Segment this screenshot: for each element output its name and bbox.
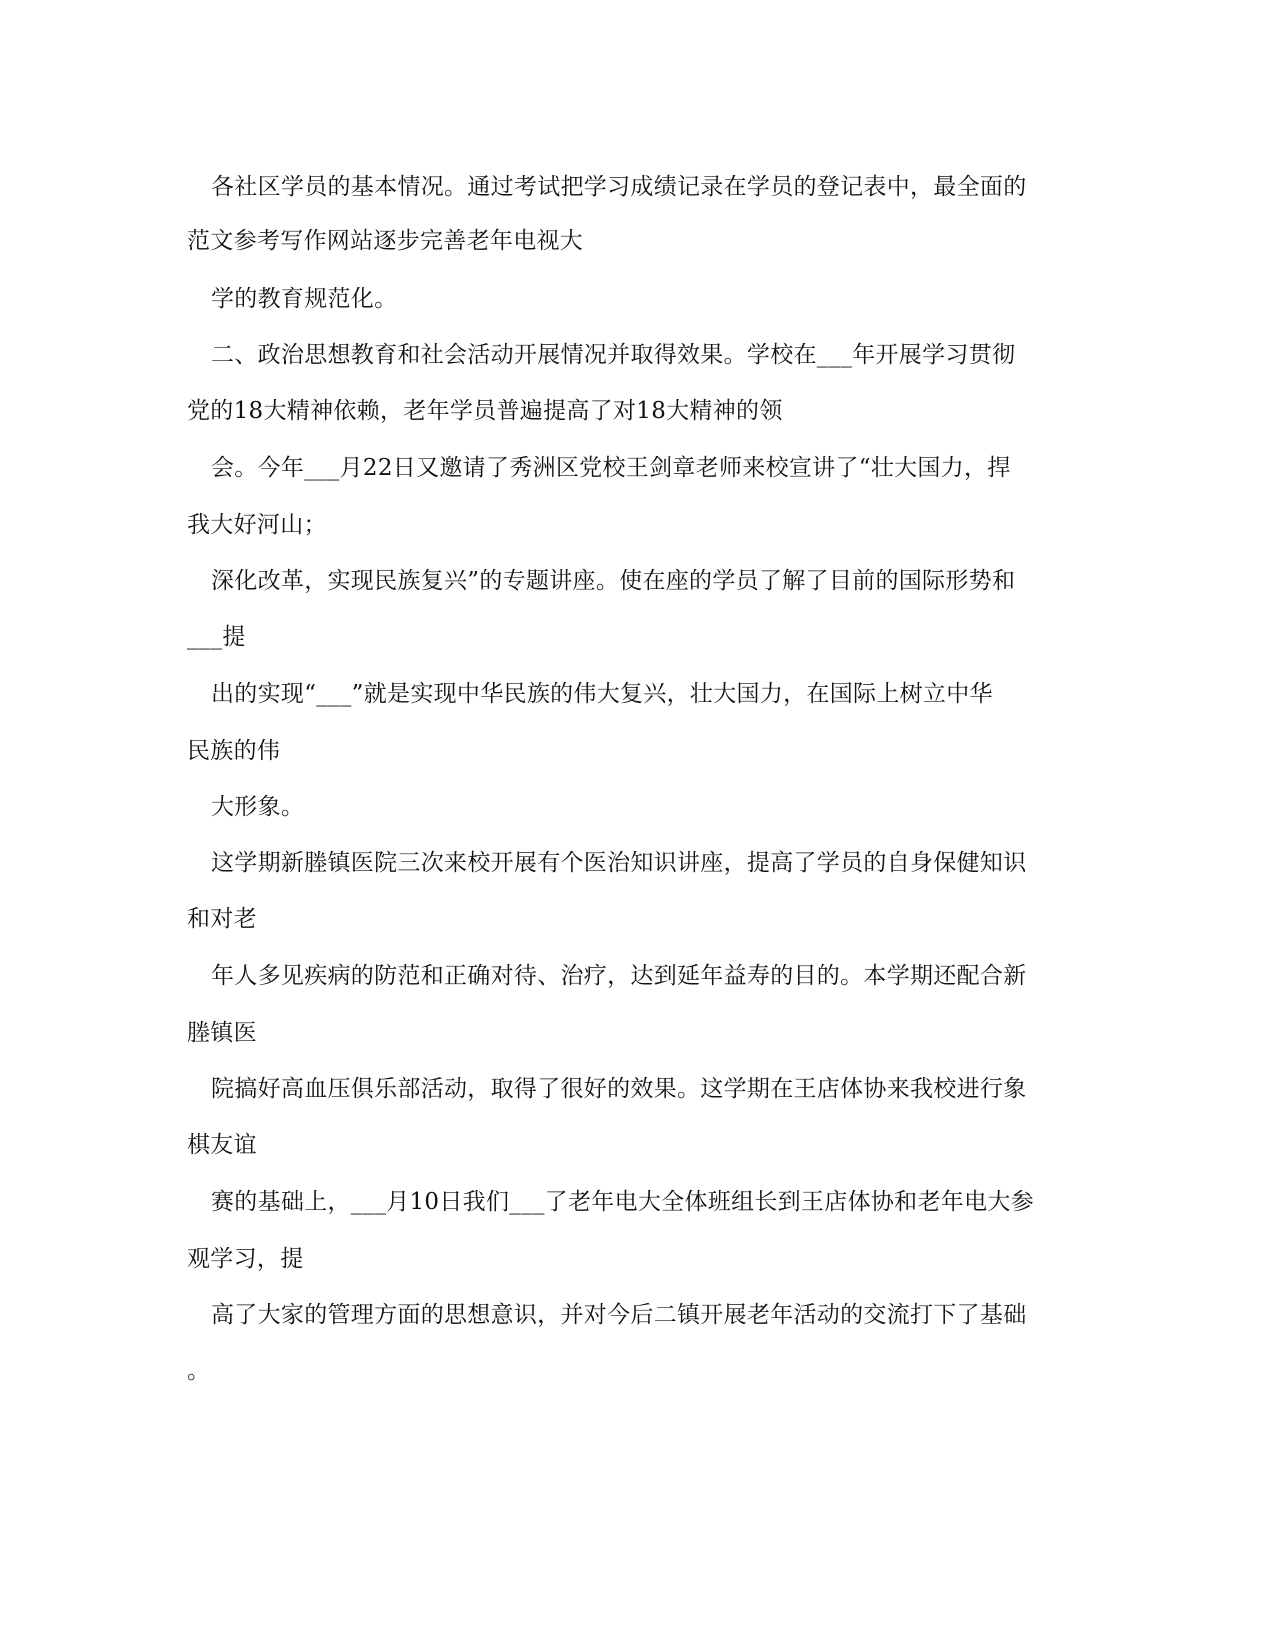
text-line: 塍镇医 — [187, 1020, 257, 1046]
text-line: 会。今年___月22日又邀请了秀洲区党校王剑章老师来校宣讲了“壮大国力，捍 — [211, 455, 1011, 481]
text-line: 二、政治思想教育和社会活动开展情况并取得效果。学校在___年开展学习贯彻 — [211, 342, 1016, 368]
text-line: 这学期新塍镇医院三次来校开展有个医治知识讲座，提高了学员的自身保健知识 — [211, 850, 1027, 876]
text-line: 高了大家的管理方面的思想意识，并对今后二镇开展老年活动的交流打下了基础 — [211, 1302, 1027, 1328]
text-line: 和对老 — [187, 906, 257, 932]
text-line: 年人多见疾病的防范和正确对待、治疗，达到延年益寿的目的。本学期还配合新 — [211, 963, 1027, 989]
text-line: 各社区学员的基本情况。通过考试把学习成绩记录在学员的登记表中，最全面的 — [211, 174, 1027, 200]
text-line: 大形象。 — [211, 794, 305, 820]
text-line: 学的教育规范化。 — [211, 286, 398, 312]
text-line: 深化改革，实现民族复兴”的专题讲座。使在座的学员了解了目前的国际形势和 — [211, 568, 1016, 594]
text-line: 我大好河山； — [187, 512, 327, 538]
text-line: ___提 — [187, 624, 246, 650]
text-line: 党的18大精神依赖，老年学员普遍提高了对18大精神的领 — [187, 398, 783, 424]
text-line: 观学习，提 — [187, 1246, 304, 1272]
text-line: 范文参考写作网站逐步完善老年电视大 — [187, 228, 584, 254]
text-line: 院搞好高血压俱乐部活动，取得了很好的效果。这学期在王店体协来我校进行象 — [211, 1076, 1027, 1102]
text-line: 民族的伟 — [187, 738, 281, 764]
text-line: 赛的基础上，___月10日我们___了老年电大全体班组长到王店体协和老年电大参 — [211, 1189, 1034, 1215]
text-line: 。 — [187, 1358, 211, 1384]
text-line: 棋友谊 — [187, 1132, 257, 1158]
text-line: 出的实现“___”就是实现中华民族的伟大复兴，壮大国力，在国际上树立中华 — [211, 681, 993, 707]
